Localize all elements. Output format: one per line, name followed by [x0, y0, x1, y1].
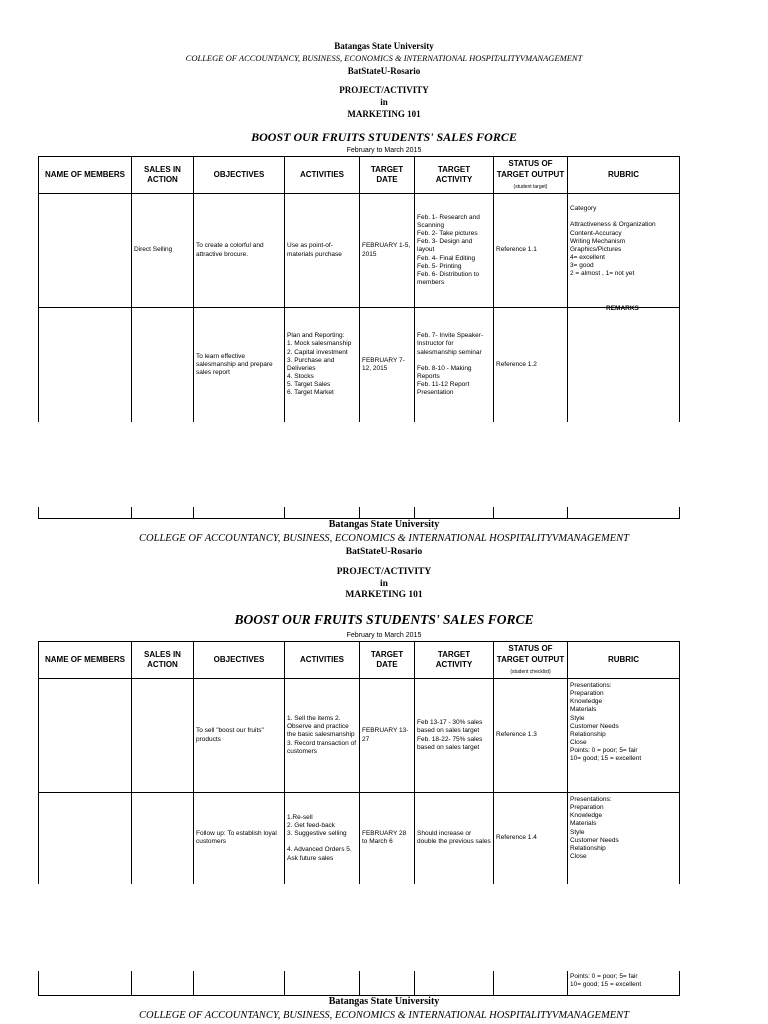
- objective-cell: To sell "boost our fruits" products: [194, 679, 285, 793]
- tail-cell: [285, 971, 360, 995]
- activity-cell: Plan and Reporting: 1. Mock salesmanship 2. Capital investment 3. Purchase and Deliveries 4. Stocks 5. Target Sales 6. Target Market: [285, 308, 360, 422]
- tail-cell: [494, 971, 568, 995]
- header-rubric: RUBRIC: [568, 642, 680, 679]
- header-members: NAME OF MEMBERS: [39, 157, 132, 194]
- remarks-label: REMARKS: [606, 304, 639, 312]
- sales-cell: [132, 308, 194, 422]
- table-row: [39, 793, 680, 884]
- header-target-activity: TARGET ACTIVITY: [415, 642, 494, 679]
- header-status: [494, 642, 568, 679]
- sales-cell: [132, 679, 194, 793]
- tail-cell: [39, 507, 132, 518]
- objective-cell: To learn effective salesmanship and prepare sales report: [194, 308, 285, 422]
- target-activity-cell: Should increase or double the previous sales: [415, 793, 494, 884]
- page2-period: February to March 2015: [346, 632, 422, 639]
- header-target-activity: TARGET ACTIVITY: [415, 157, 494, 194]
- page2-university: Batangas State University: [328, 519, 440, 530]
- member-cell: [39, 308, 132, 422]
- target-activity-cell: Feb. 7- Invite Speaker-Instructor for salesmanship seminar Feb. 8-10 - Making Reports Feb. 11-12 Report Presentation: [415, 308, 494, 422]
- tail-cell: [360, 507, 415, 518]
- page2-title: BOOST OUR FRUITS STUDENTS' SALES FORCE: [234, 612, 534, 627]
- date-cell: FEBRUARY 13-27: [360, 679, 415, 793]
- header-sales-in-action: SALES IN ACTION: [132, 642, 194, 679]
- member-cell: [39, 679, 132, 793]
- page1-period: February to March 2015: [346, 147, 422, 154]
- date-cell: FEBRUARY 28 to March 6: [360, 793, 415, 884]
- page2-table-tail: [38, 971, 680, 996]
- page2-course: MARKETING 101: [345, 590, 423, 600]
- header-activities: ACTIVITIES: [285, 642, 360, 679]
- page1-university: Batangas State University: [334, 41, 434, 51]
- table-row: [39, 308, 680, 422]
- header-objectives: OBJECTIVES: [194, 157, 285, 194]
- status-cell: Reference 1.1: [494, 194, 568, 308]
- member-cell: [39, 194, 132, 308]
- tail-cell: [360, 971, 415, 995]
- status-cell: Reference 1.2: [494, 308, 568, 422]
- header-activities: ACTIVITIES: [285, 157, 360, 194]
- header-members: NAME OF MEMBERS: [39, 642, 132, 679]
- header-sales-in-action: SALES IN ACTION: [132, 157, 194, 194]
- tail-cell: [194, 507, 285, 518]
- page1-course: MARKETING 101: [347, 109, 421, 119]
- page1-in: in: [380, 97, 388, 107]
- sales-cell: Direct Selling: [132, 194, 194, 308]
- page2-campus: BatStateU-Rosario: [345, 547, 423, 557]
- page2-in: in: [380, 579, 388, 589]
- rubric-text: Category Attractiveness & Organization Content-Accuracy Writing Mechanism Graphics/Pictures 4= excellent 3= good 2 = almost , 1= not yet: [570, 205, 656, 278]
- page1-table-tail: [38, 507, 680, 519]
- table-row: [39, 194, 680, 308]
- date-cell: FEBRUARY 7-12, 2015: [360, 308, 415, 422]
- page1-college: COLLEGE OF ACCOUNTANCY, BUSINESS, ECONOMICS & INTERNATIONAL HOSPITALITYVMANAGEMENT: [185, 53, 583, 63]
- date-cell: FEBRUARY 1-5, 2015: [360, 194, 415, 308]
- tail-cell: [415, 971, 494, 995]
- page1-table: [38, 156, 680, 422]
- target-activity-cell: Feb. 1- Research and Scanning Feb. 2- Take pictures Feb. 3- Design and layout Feb. 4- Final Editing Feb. 5- Printing Feb. 6- Distribution to members: [415, 194, 494, 308]
- objective-cell: To create a colorful and attractive brocure.: [194, 194, 285, 308]
- sales-cell: [132, 793, 194, 884]
- activity-cell: 1.Re-sell 2. Get feed-back 3. Suggestive selling 4. Advanced Orders 5. Ask future sales: [285, 793, 360, 884]
- tail-cell: [39, 971, 132, 995]
- header-target-date: TARGET DATE: [360, 642, 415, 679]
- header-status-sub: (student checklist): [510, 669, 551, 676]
- page3-university: Batangas State University: [328, 996, 440, 1007]
- tail-cell: [568, 507, 680, 518]
- objective-cell: Follow up: To establish loyal customers: [194, 793, 285, 884]
- activity-cell: 1. Sell the items 2. Observe and practice the basic salesmanship 3. Record transaction of customers: [285, 679, 360, 793]
- tail-cell: [132, 507, 194, 518]
- page1-project: PROJECT/ACTIVITY: [339, 85, 429, 95]
- page2-table: [38, 641, 680, 884]
- page1-campus: BatStateU-Rosario: [347, 66, 421, 76]
- tail-cell: [494, 507, 568, 518]
- tail-cell: [132, 971, 194, 995]
- header-target-date: TARGET DATE: [360, 157, 415, 194]
- tail-cell: [194, 971, 285, 995]
- header-objectives: OBJECTIVES: [194, 642, 285, 679]
- page3-college: COLLEGE OF ACCOUNTANCY, BUSINESS, ECONOMICS & INTERNATIONAL HOSPITALITYVMANAGEMENT: [139, 1010, 629, 1021]
- rubric-cell: Presentations: Preparation Knowledge Materials Style Customer Needs Relationship Close Points: 0 = poor; 5= fair 10= good; 15 = excellent: [568, 679, 680, 793]
- page1-title: BOOST OUR FRUITS STUDENTS' SALES FORCE: [251, 130, 517, 144]
- page2-college: COLLEGE OF ACCOUNTANCY, BUSINESS, ECONOMICS & INTERNATIONAL HOSPITALITYVMANAGEMENT: [139, 533, 629, 544]
- target-activity-cell: Feb 13-17 - 30% sales based on sales target Feb. 18-22- 75% sales based on sales target: [415, 679, 494, 793]
- header-rubric: RUBRIC: [568, 157, 680, 194]
- tail-rubric-cell: Points: 0 = poor; 5= fair 10= good; 15 = excellent: [568, 971, 680, 995]
- page2-project: PROJECT/ACTIVITY: [336, 567, 432, 577]
- rubric-cell: [568, 308, 680, 422]
- rubric-cell: [568, 194, 680, 312]
- rubric-cell: Presentations: Preparation Knowledge Materials Style Customer Needs Relationship Close: [568, 793, 680, 884]
- status-cell: Reference 1.3: [494, 679, 568, 793]
- tail-cell: [285, 507, 360, 518]
- status-cell: Reference 1.4: [494, 793, 568, 884]
- header-status-sub: (student target): [513, 184, 548, 191]
- header-status: [494, 157, 568, 194]
- member-cell: [39, 793, 132, 884]
- activity-cell: Use as point-of-materials purchase: [285, 194, 360, 308]
- table-row: [39, 679, 680, 793]
- header-status-label: STATUS OF TARGET OUTPUT: [496, 644, 565, 664]
- header-status-label: STATUS OF TARGET OUTPUT: [496, 159, 565, 179]
- tail-cell: [415, 507, 494, 518]
